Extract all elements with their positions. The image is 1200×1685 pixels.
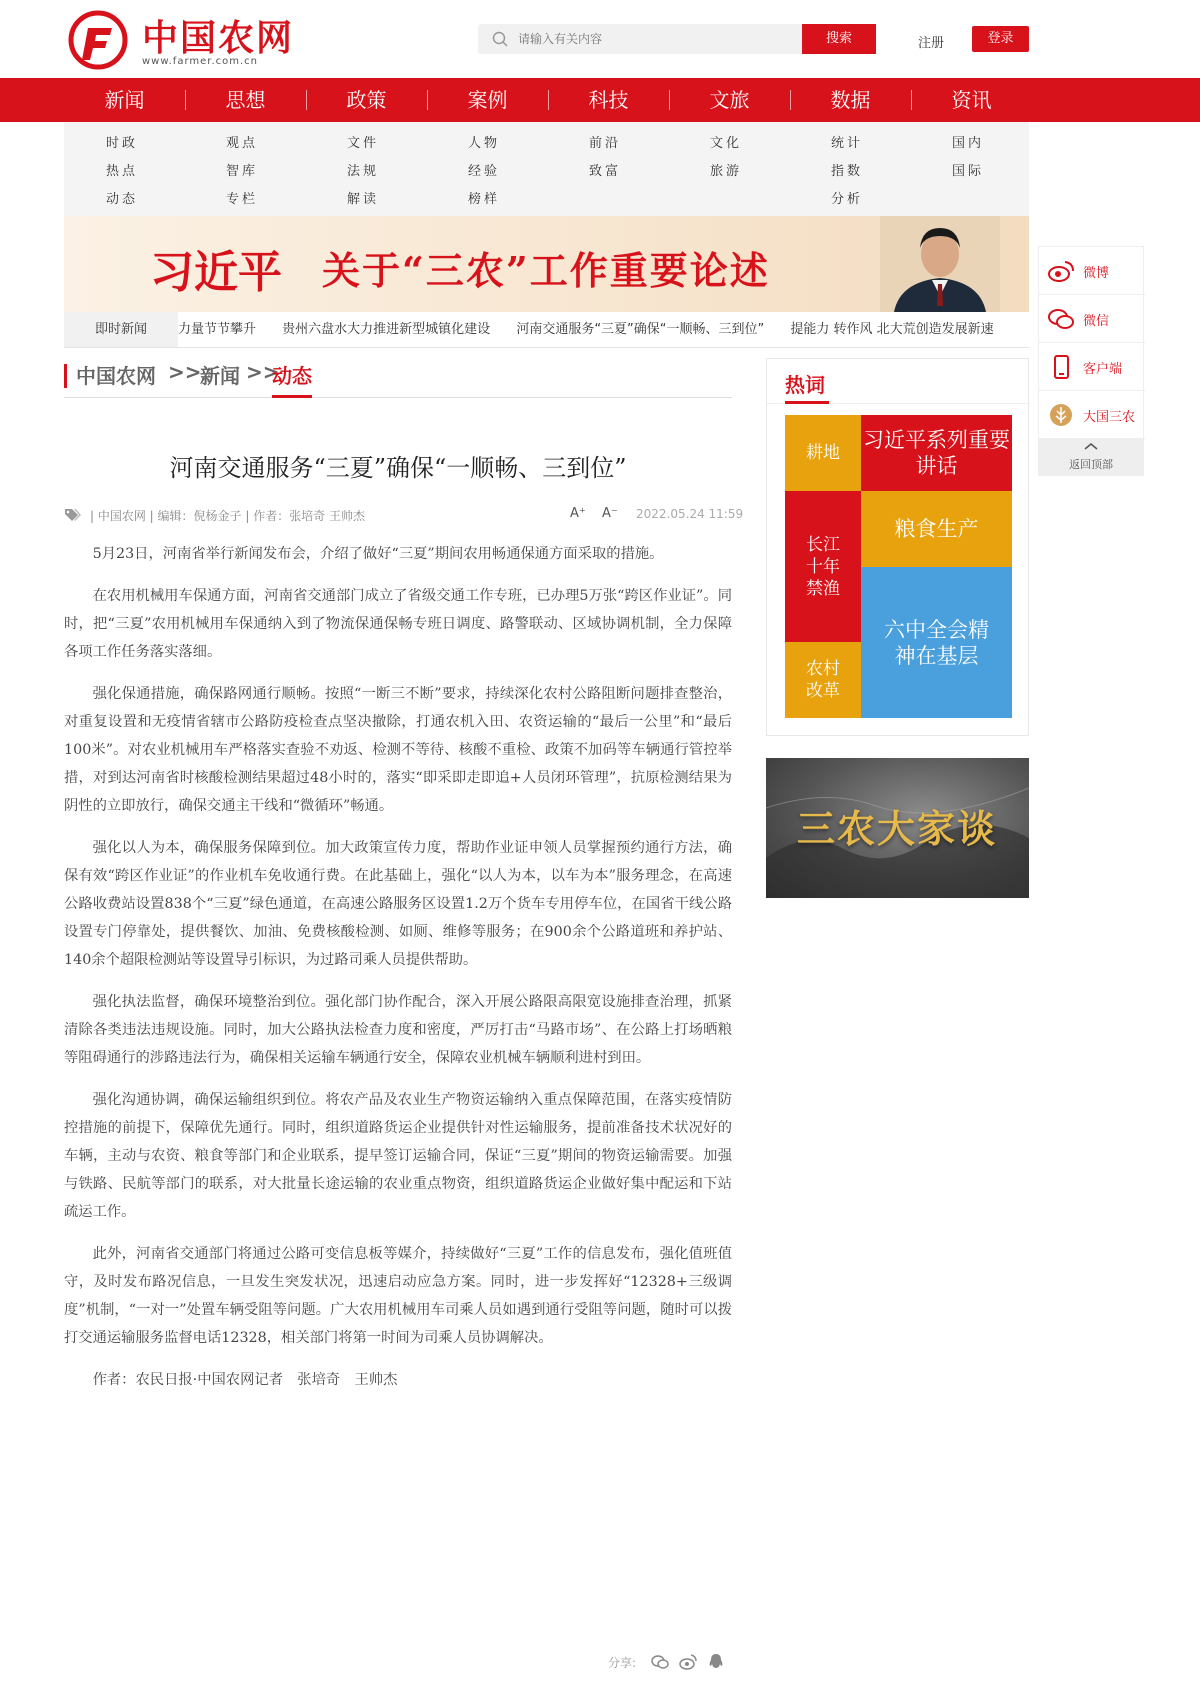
article-meta [64,506,744,524]
ticker-label: 即时新闻 [64,312,178,348]
breadcrumb-section[interactable]: 新闻 [200,364,240,388]
qq-share-icon[interactable] [706,1652,726,1672]
font-decrease-button[interactable]: A⁻ [602,506,618,521]
back-to-top-label: 返回顶部 [1069,458,1113,471]
subnav-item[interactable]: 国际 [952,164,985,179]
site-logo[interactable] [66,8,295,70]
article-paragraph: 在农用机械用车保通方面，河南省交通部门成立了省级交通工作专班，已办理5万张“跨区作业证”。同时，把“三夏”农用机械用车保通纳入到了物流保通保畅专班日调度、路警联动、区域协调机制，全力保障各项工作任务落实落细。 [64,588,732,660]
breadcrumb-separator: >> [246,360,280,384]
article-paragraph: 强化以人为本，确保服务保障到位。加大政策宣传力度，帮助作业证申领人员掌握预约通行方法，确保有效“跨区作业证”的作业机车免收通行费。在此基础上，强化“以人为本，以车为本”服务理念，在高速公路收费站设置838个“三夏”绿色通道，在高速公路服务区设置1.2万个货车专用停车位，在国省干线公路设置专门停靠处，提供餐饮、加油、免费核酸检测、如厕、维修等服务；在900余个公路道班和养护站、140余个超限检测站等设置导引标识，为过路司乘人员提供帮助。 [64,840,732,968]
ticker-track [178,312,1016,348]
ticker-item[interactable]: 贵州六盘水大力推进新型城镇化建设 [282,322,491,337]
subnav-item[interactable]: 时政 [106,136,139,151]
hot-tile-grain-production[interactable]: 粮食生产 [861,491,1012,567]
subnav-item[interactable]: 人物 [468,136,501,151]
nav-item-data[interactable]: 数据 [830,88,871,112]
wechat-share-icon[interactable] [650,1652,670,1672]
subnav-item[interactable]: 观点 [226,136,259,151]
promo-banner[interactable] [766,758,1029,898]
search-button[interactable]: 搜索 [802,24,876,54]
nav-item-tech[interactable]: 科技 [588,88,629,112]
wechat-icon [1047,307,1075,331]
topic-banner[interactable] [64,216,1029,312]
logo-url: www.farmer.com.cn [142,56,259,67]
sub-nav [64,122,1029,216]
article-author: 作者：农民日报·中国农网记者 张培奇 王帅杰 [92,1372,398,1388]
subnav-item[interactable]: 前沿 [589,136,622,151]
hot-tile-yangtze-fishing-ban[interactable]: 长江十年禁渔 [785,491,861,642]
subnav-item[interactable]: 旅游 [710,164,743,179]
weibo-icon [1047,259,1075,283]
nav-item-cases[interactable]: 案例 [467,88,508,112]
breadcrumb-home[interactable]: 中国农网 [76,364,156,388]
subnav-item[interactable]: 经验 [468,164,501,179]
tag-icon [64,508,82,522]
font-increase-button[interactable]: A⁺ [570,506,586,521]
search-icon [492,31,508,47]
subnav-item[interactable]: 热点 [106,164,139,179]
nav-item-culture-travel[interactable]: 文旅 [709,88,750,112]
article-paragraph: 5月23日，河南省举行新闻发布会，介绍了做好“三夏”期间农用畅通保通方面采取的措施。 [92,546,664,562]
hot-tile-farmland[interactable]: 耕地 [785,415,861,491]
portrait-photo [880,216,1000,312]
back-to-top-button[interactable] [1038,438,1144,476]
float-label: 微信 [1083,314,1110,329]
subnav-item[interactable]: 分析 [831,192,864,207]
article-paragraph: 此外，河南省交通部门将通过公路可变信息板等媒介，持续做好“三夏”工作的信息发布，强化值班值守，及时发布路况信息，一旦发生突发状况，迅速启动应急方案。同时，进一步发挥好“12328+三级调度”机制，“一对一”处置车辆受阻等问题。广大农用机械用车司乘人员如遇到通行受阻等问题，随时可以拨打交通运输服务监督电话12328，相关部门将第一时间为司乘人员协调解决。 [64,1246,732,1346]
mobile-icon [1047,355,1075,379]
subnav-item[interactable]: 解读 [347,192,380,207]
hot-tile-rural-reform[interactable]: 农村改革 [785,642,861,718]
article-paragraph: 强化沟通协调，确保运输组织到位。将农产品及农业生产物资运输纳入重点保障范围，在落实疫情防控措施的前提下，保障优先通行。同时，组织道路货运企业提供针对性运输服务，提前准备技术状况好的车辆，主动与农资、粮食等部门和企业联系，提早签订运输合同，保证“三夏”期间的物资运输需要。加强与铁路、民航等部门的联系，对大批量长途运输的农业重点物资，组织道路货运企业做好集中配运和下站疏运工作。 [64,1092,732,1220]
breaking-news-ticker [64,312,1029,348]
subnav-item[interactable]: 国内 [952,136,985,151]
article-body [64,540,732,1408]
wheat-emblem-icon [1047,403,1075,427]
publish-date: 2022.05.24 11:59 [636,507,744,521]
subnav-item[interactable]: 致富 [589,164,622,179]
subnav-item[interactable]: 法规 [347,164,380,179]
subnav-item[interactable]: 榜样 [468,192,501,207]
nav-item-news[interactable]: 新闻 [104,88,145,112]
weibo-share-icon[interactable] [678,1652,698,1672]
subnav-item[interactable]: 文化 [710,136,743,151]
nav-item-info[interactable]: 资讯 [951,88,992,112]
float-label: 客户端 [1083,362,1123,377]
search-box [478,24,802,54]
nav-item-policy[interactable]: 政策 [346,88,387,112]
logo-text: 中国农网 [142,17,295,59]
breadcrumb-accent-bar [64,364,67,388]
breadcrumb-separator: >> [168,360,202,384]
ticker-item[interactable]: 河南交通服务“三夏”确保“一顺畅、三到位” [516,322,765,337]
article-paragraph: 强化执法监督，确保环境整治到位。强化部门协作配合，深入开展公路限高限宽设施排查治理，抓紧清除各类违法违规设施。同时，加大公路执法检查力度和密度，严厉打击“马路市场”、在公路上打场晒粮等阻碍通行的涉路违法行为，确保相关运输车辆通行安全，保障农业机械车辆顺利进村到田。 [64,994,732,1066]
title-underline [785,401,829,404]
float-item-daguo-sannong[interactable] [1039,391,1145,439]
hot-tile-sixth-plenum[interactable]: 六中全会精神在基层 [861,567,1012,718]
share-label: 分享: [608,1656,637,1670]
search-input[interactable] [518,24,798,54]
promo-text: 三农大家谈 [796,806,997,851]
subnav-item[interactable]: 指数 [831,164,864,179]
breadcrumb-current[interactable]: 动态 [272,360,312,398]
chevron-up-icon [1083,441,1099,451]
login-button[interactable]: 登录 [972,26,1029,52]
logo-mark-icon [66,8,134,70]
subnav-item[interactable]: 统计 [831,136,864,151]
float-item-app[interactable] [1039,343,1145,391]
ticker-item[interactable]: 力量节节攀升 [178,322,257,337]
ticker-item[interactable]: 提能力 转作风 北大荒创造发展新速 [790,322,994,337]
float-label: 大国三农 [1083,410,1136,425]
article-source-editor: | 中国农网 | 编辑：倪杨金子 | 作者：张培奇 王帅杰 [90,509,366,523]
register-link[interactable]: 注册 [918,36,945,51]
hot-tile-xi-speech[interactable]: 习近平系列重要讲话 [861,415,1012,491]
subnav-item[interactable]: 智库 [226,164,259,179]
banner-name: 习近平 [150,247,282,298]
hot-words-title: 热词 [785,373,825,397]
float-item-weibo[interactable] [1039,247,1145,295]
subnav-item[interactable]: 文件 [347,136,380,151]
float-item-wechat[interactable] [1039,295,1145,343]
nav-item-thought[interactable]: 思想 [225,88,266,112]
main-nav [0,78,1200,122]
hot-words-panel [766,358,1029,736]
article-title: 河南交通服务“三夏”确保“一顺畅、三到位” [169,454,627,482]
breadcrumb [64,360,732,398]
float-label: 微博 [1083,266,1110,281]
subnav-item[interactable]: 动态 [106,192,139,207]
banner-title: 关于“三农”工作重要论述 [322,248,770,293]
header [0,0,1200,78]
subnav-item[interactable]: 专栏 [226,192,259,207]
article-paragraph: 强化保通措施，确保路网通行顺畅。按照“一断三不断”要求，持续深化农村公路阻断问题排查整治，对重复设置和无疫情省辖市公路防疫检查点坚决撤除，打通农机入田、农资运输的“最后一公里”和“最后100米”。对农业机械用车严格落实查验不劝返、检测不等待、核酸不重检、政策不加码等车辆通行管控举措，对到达河南省时核酸检测结果超过48小时的，落实“即采即走即追+人员闭环管理”，抗原检测结果为阴性的立即放行，确保交通主干线和“微循环”畅通。 [64,686,732,814]
